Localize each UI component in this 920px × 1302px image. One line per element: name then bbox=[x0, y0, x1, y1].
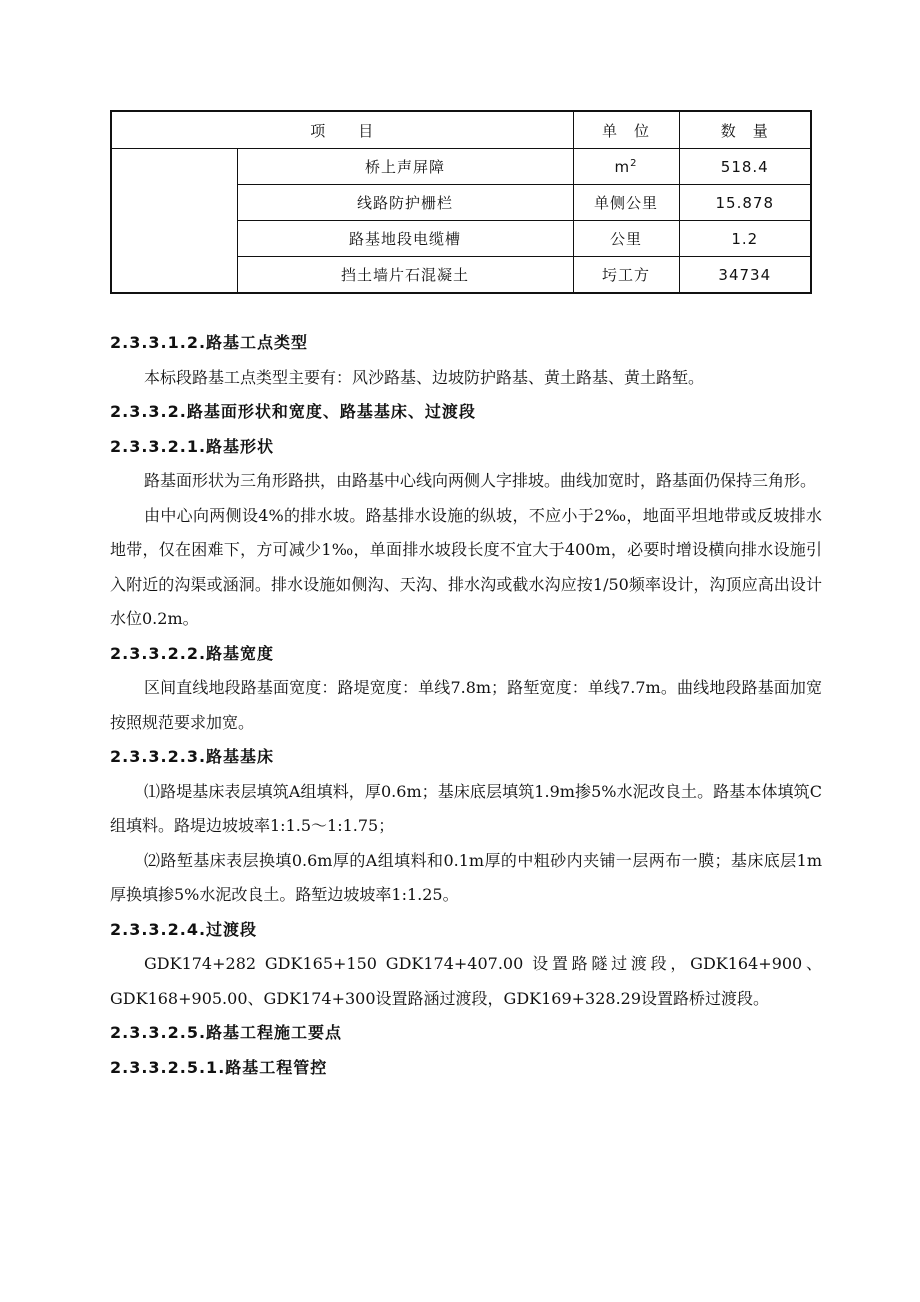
cell-item: 挡土墙片石混凝土 bbox=[237, 257, 573, 294]
cell-item: 桥上声屏障 bbox=[237, 149, 573, 185]
body-paragraph: 区间直线地段路基面宽度：路堤宽度：单线7.8m；路堑宽度：单线7.7m。曲线地段路基面加宽按照规范要求加宽。 bbox=[110, 678, 822, 732]
unit-text: m bbox=[614, 157, 631, 176]
header-qty: 数 量 bbox=[679, 111, 811, 149]
body-paragraph: 本标段路基工点类型主要有：风沙路基、边坡防护路基、黄土路基、黄土路堑。 bbox=[144, 367, 705, 387]
table-header-row bbox=[111, 111, 811, 149]
group-cell bbox=[111, 149, 237, 294]
document-body bbox=[110, 326, 822, 1085]
body-paragraph: ⑴路堤基床表层填筑A组填料，厚0.6m；基床底层填筑1.9m掺5%水泥改良土。路基本体填筑C组填料。路堤边坡坡率1:1.5～1:1.75； bbox=[110, 781, 822, 835]
cell-unit: 公里 bbox=[573, 221, 679, 257]
cell-unit bbox=[573, 149, 679, 185]
cell-qty: 518.4 bbox=[679, 149, 811, 185]
body-paragraph: GDK174+282 GDK165+150 GDK174+407.00 设置路隧过渡段，GDK164+900、GDK168+905.00、GDK174+300设置路涵过渡段，GDK169+328.29设置路桥过渡段。 bbox=[110, 954, 822, 1008]
section-heading: 2.3.3.1.2.路基工点类型 bbox=[110, 333, 309, 352]
section-heading: 2.3.3.2.4.过渡段 bbox=[110, 919, 258, 939]
section-heading: 2.3.3.2.路基面形状和宽度、路基基床、过渡段 bbox=[110, 402, 476, 421]
quantity-table bbox=[110, 110, 812, 294]
section-heading: 2.3.3.2.1.路基形状 bbox=[110, 436, 275, 456]
body-paragraph: 由中心向两侧设4%的排水坡。路基排水设施的纵坡，不应小于2‰，地面平坦地带或反坡排水地带，仅在困难下，方可减少1‰，单面排水坡段长度不宜大于400m，必要时增设横向排水设施引入附近的沟渠或涵洞。排水设施如侧沟、天沟、排水沟或截水沟应按1/50频率设计，沟顶应高出设计水位0.2m。 bbox=[110, 505, 822, 628]
body-paragraph: 路基面形状为三角形路拱，由路基中心线向两侧人字排坡。曲线加宽时，路基面仍保持三角形。 bbox=[144, 471, 817, 490]
unit-superscript: 2 bbox=[630, 157, 638, 169]
section-heading: 2.3.3.2.3.路基基床 bbox=[110, 747, 275, 766]
cell-qty: 1.2 bbox=[679, 221, 811, 257]
cell-item: 路基地段电缆槽 bbox=[237, 221, 573, 257]
cell-unit: 圬工方 bbox=[573, 257, 679, 294]
cell-item: 线路防护栅栏 bbox=[237, 185, 573, 221]
header-item: 项 目 bbox=[111, 111, 573, 149]
cell-unit: 单侧公里 bbox=[573, 185, 679, 221]
cell-qty: 15.878 bbox=[679, 185, 811, 221]
section-heading: 2.3.3.2.2.路基宽度 bbox=[110, 643, 275, 663]
section-heading: 2.3.3.2.5.路基工程施工要点 bbox=[110, 1023, 343, 1042]
header-unit: 单 位 bbox=[573, 111, 679, 149]
section-heading: 2.3.3.2.5.1.路基工程管控 bbox=[110, 1057, 328, 1077]
cell-qty: 34734 bbox=[679, 257, 811, 294]
table-row bbox=[111, 149, 811, 185]
body-paragraph: ⑵路堑基床表层换填0.6m厚的A组填料和0.1m厚的中粗砂内夹铺一层两布一膜；基床底层1m厚换填掺5%水泥改良土。路堑边坡坡率1:1.25。 bbox=[110, 850, 822, 904]
